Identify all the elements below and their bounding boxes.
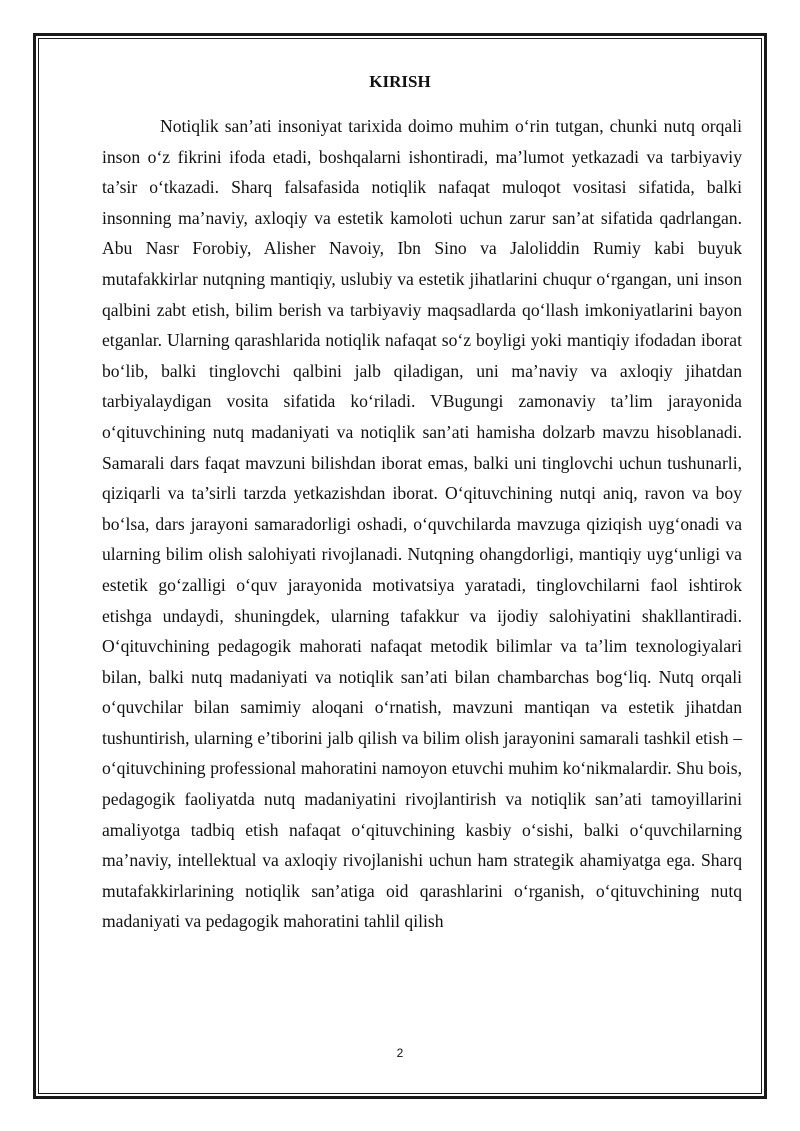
- body-paragraph: Notiqlik san’ati insoniyat tarixida doimo muhim o‘rin tutgan, chunki nutq orqali inson o‘z fikrini ifoda etadi, boshqalarni ishontiradi, ma’lumot yetkazadi va tarbiyaviy ta’sir o‘tkazadi. Sharq falsafasida notiqlik nafaqat muloqot vositasi sifatida, balki insonning ma’naviy, axloqiy va estetik kamoloti uchun zarur san’at sifatida qadrlangan. Abu Nasr Forobiy, Alisher Navoiy, Ibn Sino va Jaloliddin Rumiy kabi buyuk mutafakkirlar nutqning mantiqiy, uslubiy va estetik jihatlarini chuqur o‘rgangan, uni inson qalbini zabt etish, bilim berish va tarbiyaviy maqsadlarda qo‘llash imkoniyatlarini bayon etganlar. Ularning qarashlarida notiqlik nafaqat so‘z boyligi yoki mantiqiy ifodadan iborat bo‘lib, balki tinglovchi qalbini jalb qiladigan, uni ma’naviy va axloqiy jihatdan tarbiyalaydigan vosita sifatida ko‘riladi. VBugungi zamonaviy ta’lim jarayonida o‘qituvchining nutq madaniyati va notiqlik san’ati hamisha dolzarb mavzu hisoblanadi. Samarali dars faqat mavzuni bilishdan iborat emas, balki uni tinglovchi uchun tushunarli, qiziqarli va ta’sirli tarzda yetkazishdan iborat. O‘qituvchining nutqi aniq, ravon va boy bo‘lsa, dars jarayoni samaradorligi oshadi, o‘quvchilarda mavzuga qiziqish uyg‘onadi va ularning bilim olish salohiyati rivojlanadi. Nutqning ohangdorligi, mantiqiy uyg‘unligi va estetik go‘zalligi o‘quv jarayonida motivatsiya yaratadi, tinglovchilarni faol ishtirok etishga undaydi, shuningdek, ularning tafakkur va ijodiy salohiyatini shakllantiradi. O‘qituvchining pedagogik mahorati nafaqat metodik bilimlar va ta’lim texnologiyalari bilan, balki nutq madaniyati va notiqlik san’ati bilan chambarchas bog‘liq. Nutq orqali o‘quvchilar bilan samimiy aloqani o‘rnatish, mavzuni mantiqan va estetik jihatdan tushuntirish, ularning e’tiborini jalb qilish va bilim olish jarayonini samarali tashkil etish – o‘qituvchining professional mahoratini namoyon etuvchi muhim ko‘nikmalardir. Shu bois, pedagogik faoliyatda nutq madaniyatini rivojlantirish va notiqlik san’ati tamoyillarini amaliyotga tadbiq etish nafaqat o‘qituvchining kasbiy o‘sishi, balki o‘quvchilarning ma’naviy, intellektual va axloqiy rivojlanishi uchun ham strategik ahamiyatga ega. Sharq mutafakkirlarining notiqlik san’atiga oid qarashlarini o‘rganish, o‘qituvchining nutq madaniyati va pedagogik mahoratini tahlil qilish: [102, 116, 742, 932]
- section-title: KIRISH: [369, 72, 431, 91]
- page-number: 2: [396, 1046, 404, 1060]
